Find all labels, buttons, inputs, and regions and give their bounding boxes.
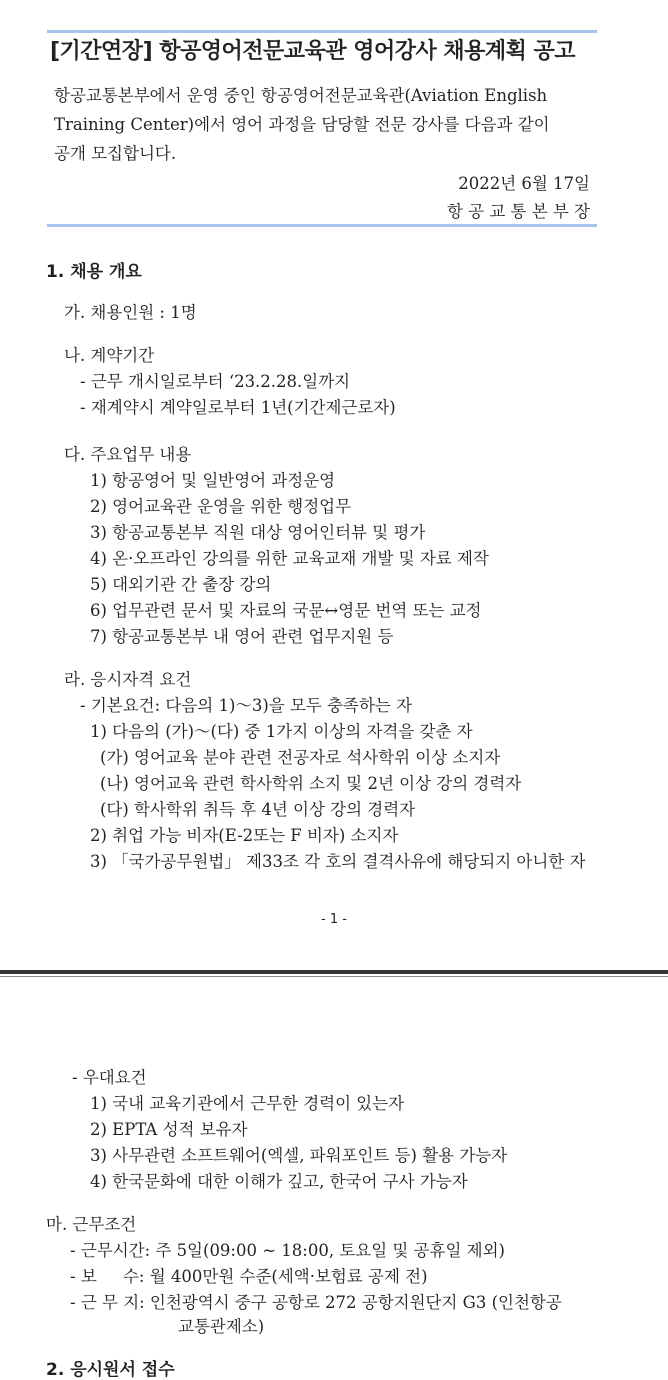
page-break-line: [0, 976, 668, 977]
list-item: 2) EPTA 성적 보유자: [90, 1120, 248, 1139]
list-item: 4) 한국문화에 대한 이해가 깊고, 한국어 구사 가능자: [90, 1172, 468, 1191]
item-ga: 가. 채용인원 : 1명: [64, 303, 197, 322]
title-top-rule: [47, 30, 597, 33]
list-item: - 재계약시 계약일로부터 1년(기간제근로자): [80, 398, 396, 417]
list-item: (가) 영어교육 분야 관련 전공자로 석사학위 이상 소지자: [100, 748, 501, 767]
page-break: [0, 970, 668, 974]
title-bottom-rule: [47, 224, 597, 227]
requirement-1: 1) 다음의 (가)～(다) 중 1가지 이상의 자격을 갖춘 자: [90, 722, 473, 741]
list-item: 2) 영어교육관 운영을 위한 행정업무: [90, 497, 352, 516]
requirement-3: 3) 「국가공무원법」 제33조 각 호의 결격사유에 해당되지 아니한 자: [90, 852, 586, 871]
work-hours: - 근무시간: 주 5일(09:00 ~ 18:00, 토요일 및 공휴일 제외): [70, 1241, 505, 1260]
item-ma-heading: 마. 근무조건: [46, 1215, 137, 1234]
requirement-2: 2) 취업 가능 비자(E-2또는 F 비자) 소지자: [90, 826, 399, 845]
list-item: 7) 항공교통본부 내 영어 관련 업무지원 등: [90, 627, 394, 646]
page-number: - 1 -: [321, 912, 347, 927]
notice-date: 2022년 6월 17일: [458, 174, 590, 193]
list-item: 3) 사무관련 소프트웨어(엑셀, 파워포인트 등) 활용 가능자: [90, 1146, 508, 1165]
item-na-heading: 나. 계약기간: [64, 346, 155, 365]
list-item: 3) 항공교통본부 직원 대상 영어인터뷰 및 평가: [90, 523, 426, 542]
intro-line-2: Training Center)에서 영어 과정을 담당할 전문 강사를 다음과 같이: [54, 115, 550, 134]
item-ra-heading: 라. 응시자격 요건: [64, 670, 192, 689]
next-section-heading: 2. 응시원서 접수: [46, 1360, 175, 1380]
page-title: [기간연장] 항공영어전문교육관 영어강사 채용계획 공고: [50, 39, 576, 64]
section-heading: 1. 채용 개요: [46, 262, 142, 282]
pay: - 보 수: 월 400만원 수준(세액·보험료 공제 전): [70, 1267, 428, 1286]
list-item: 1) 항공영어 및 일반영어 과정운영: [90, 471, 336, 490]
work-place-line-1: - 근 무 지: 인천광역시 중구 공항로 272 공항지원단지 G3 (인천항공: [70, 1293, 562, 1312]
list-item: 1) 국내 교육기관에서 근무한 경력이 있는자: [90, 1094, 405, 1113]
basic-requirement: - 기본요건: 다음의 1)～3)을 모두 충족하는 자: [80, 696, 413, 715]
list-item: 4) 온·오프라인 강의를 위한 교육교재 개발 및 자료 제작: [90, 549, 489, 568]
list-item: 5) 대외기관 간 출장 강의: [90, 575, 272, 594]
intro-line-3: 공개 모집합니다.: [54, 144, 177, 163]
notice-issuer: 항 공 교 통 본 부 장: [446, 202, 590, 221]
list-item: - 근무 개시일로부터 ‘23.2.28.일까지: [80, 372, 351, 391]
list-item: (나) 영어교육 관련 학사학위 소지 및 2년 이상 강의 경력자: [100, 774, 522, 793]
intro-line-1: 항공교통본부에서 운영 중인 항공영어전문교육관(Aviation English: [54, 86, 548, 105]
item-da-heading: 다. 주요업무 내용: [64, 445, 192, 464]
preferred-heading: - 우대요건: [72, 1068, 147, 1087]
work-place-line-2: 교통관제소): [178, 1317, 265, 1336]
list-item: 6) 업무관련 문서 및 자료의 국문↔영문 번역 또는 교정: [90, 601, 482, 620]
list-item: (다) 학사학위 취득 후 4년 이상 강의 경력자: [100, 800, 416, 819]
